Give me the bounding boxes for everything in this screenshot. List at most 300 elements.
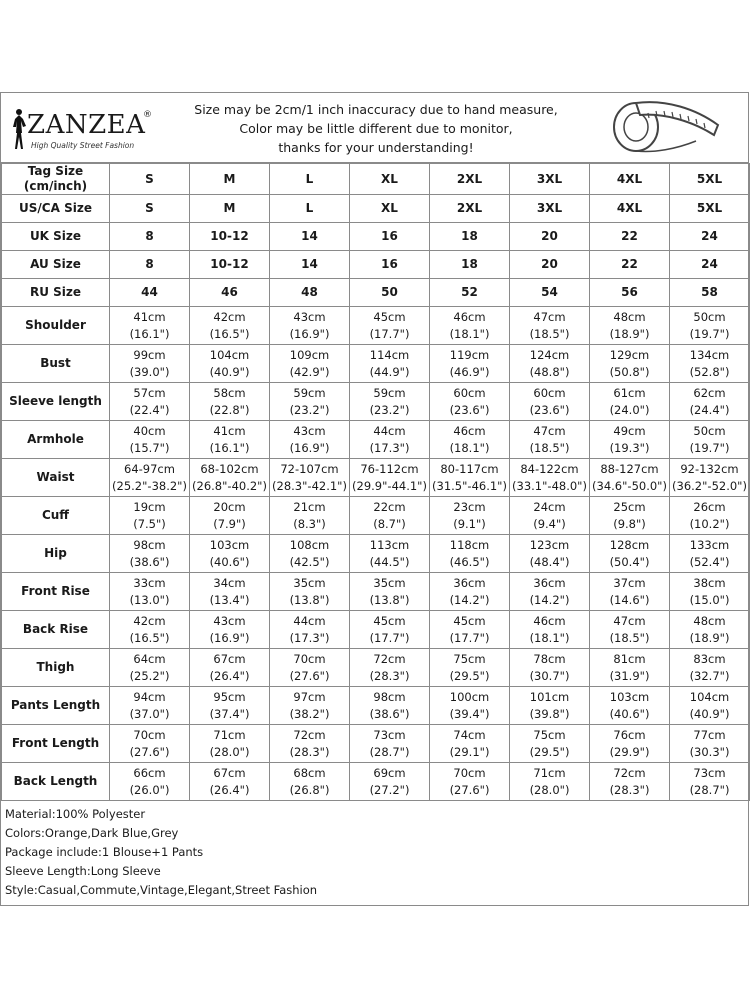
cm-value: 84-122cm	[520, 461, 579, 476]
measure-cell	[270, 421, 350, 459]
cm-value: 75cm	[533, 727, 566, 742]
measure-cell	[430, 763, 510, 801]
cm-value: 49cm	[613, 423, 646, 438]
cm-value: 68cm	[293, 765, 326, 780]
inch-value: (44.9")	[369, 364, 410, 379]
inch-value: (31.9")	[609, 668, 650, 683]
measure-row	[2, 763, 750, 801]
cm-value: 43cm	[293, 309, 326, 324]
measure-cell	[270, 535, 350, 573]
size-cell: XL	[350, 195, 430, 223]
size-cell: S	[110, 195, 190, 223]
inch-value: (28.3")	[369, 668, 410, 683]
measure-cell	[350, 535, 430, 573]
measure-cell	[670, 497, 750, 535]
size-cell: 14	[270, 223, 350, 251]
measure-cell	[270, 611, 350, 649]
measure-cell	[350, 421, 430, 459]
size-cell: 3XL	[510, 164, 590, 195]
measure-cell	[590, 459, 670, 497]
cm-value: 124cm	[529, 347, 570, 362]
cm-value: 22cm	[373, 499, 406, 514]
measure-cell	[670, 459, 750, 497]
measure-cell	[190, 649, 270, 687]
cm-value: 109cm	[289, 347, 330, 362]
cm-value: 72-107cm	[280, 461, 339, 476]
cm-value: 128cm	[609, 537, 650, 552]
inch-value: (28.3"-42.1")	[272, 478, 347, 493]
cm-value: 48cm	[613, 309, 646, 324]
measure-cell	[670, 573, 750, 611]
inch-value: (26.8"-40.2")	[192, 478, 267, 493]
inch-value: (50.8")	[609, 364, 650, 379]
info-package: Package include:1 Blouse+1 Pants	[5, 845, 204, 859]
cm-value: 104cm	[209, 347, 250, 362]
cm-value: 47cm	[613, 613, 646, 628]
measure-row	[2, 649, 750, 687]
cm-value: 59cm	[293, 385, 326, 400]
size-cell: 44	[110, 279, 190, 307]
cm-value: 45cm	[373, 309, 406, 324]
cm-value: 118cm	[449, 537, 490, 552]
measure-cell	[510, 459, 590, 497]
size-cell: 24	[670, 251, 750, 279]
size-cell: 20	[510, 223, 590, 251]
measure-cell	[510, 345, 590, 383]
size-cell: 16	[350, 251, 430, 279]
size-row	[2, 164, 750, 195]
measure-cell	[430, 535, 510, 573]
measure-cell	[590, 687, 670, 725]
measure-cell	[270, 649, 350, 687]
inch-value: (19.7")	[689, 326, 730, 341]
size-cell: 5XL	[670, 195, 750, 223]
measure-cell	[670, 383, 750, 421]
measure-cell	[190, 725, 270, 763]
row-label: Pants Length	[2, 687, 110, 725]
inch-value: (18.9")	[609, 326, 650, 341]
measure-cell	[350, 497, 430, 535]
inch-value: (38.6")	[129, 554, 170, 569]
measure-row	[2, 535, 750, 573]
measure-cell	[110, 763, 190, 801]
measure-cell	[350, 725, 430, 763]
cm-value: 44cm	[293, 613, 326, 628]
cm-value: 78cm	[533, 651, 566, 666]
measure-cell	[190, 383, 270, 421]
cm-value: 76cm	[613, 727, 646, 742]
row-label: RU Size	[2, 279, 110, 307]
cm-value: 61cm	[613, 385, 646, 400]
measure-row	[2, 611, 750, 649]
cm-value: 103cm	[609, 689, 650, 704]
inch-value: (44.5")	[369, 554, 410, 569]
size-cell: 10-12	[190, 251, 270, 279]
measure-cell	[430, 459, 510, 497]
measure-cell	[670, 535, 750, 573]
measure-row	[2, 687, 750, 725]
size-cell: 4XL	[590, 195, 670, 223]
cm-value: 99cm	[133, 347, 166, 362]
cm-value: 58cm	[213, 385, 246, 400]
size-cell: M	[190, 164, 270, 195]
measure-cell	[430, 573, 510, 611]
measure-cell	[590, 611, 670, 649]
cm-value: 36cm	[533, 575, 566, 590]
inch-value: (46.9")	[449, 364, 490, 379]
measure-cell	[270, 459, 350, 497]
cm-value: 129cm	[609, 347, 650, 362]
inch-value: (26.4")	[209, 782, 250, 797]
cm-value: 40cm	[133, 423, 166, 438]
measure-cell	[190, 535, 270, 573]
cm-value: 97cm	[293, 689, 326, 704]
cm-value: 100cm	[449, 689, 490, 704]
brand-tagline: High Quality Street Fashion	[31, 141, 135, 150]
cm-value: 95cm	[213, 689, 246, 704]
measure-cell	[510, 763, 590, 801]
inch-value: (52.8")	[689, 364, 730, 379]
inch-value: (14.2")	[529, 592, 570, 607]
cm-value: 33cm	[133, 575, 166, 590]
measure-cell	[510, 383, 590, 421]
inch-value: (23.2")	[289, 402, 330, 417]
cm-value: 103cm	[209, 537, 250, 552]
measure-cell	[510, 535, 590, 573]
info-material: Material:100% Polyester	[5, 807, 146, 821]
inch-value: (17.3")	[289, 630, 330, 645]
measure-cell	[590, 497, 670, 535]
measure-cell	[510, 687, 590, 725]
inch-value: (40.6")	[609, 706, 650, 721]
size-row	[2, 279, 750, 307]
inch-value: (33.1"-48.0")	[512, 478, 587, 493]
inch-value: (38.2")	[289, 706, 330, 721]
cm-value: 70cm	[453, 765, 486, 780]
measure-cell	[190, 307, 270, 345]
measure-cell	[510, 307, 590, 345]
inch-value: (16.9")	[289, 326, 330, 341]
cm-value: 41cm	[213, 423, 246, 438]
cm-value: 47cm	[533, 309, 566, 324]
cm-value: 50cm	[693, 309, 726, 324]
cm-value: 98cm	[133, 537, 166, 552]
inch-value: (13.8")	[369, 592, 410, 607]
inch-value: (16.5")	[209, 326, 250, 341]
size-row	[2, 251, 750, 279]
cm-value: 35cm	[293, 575, 326, 590]
measure-cell	[430, 725, 510, 763]
inch-value: (17.7")	[369, 630, 410, 645]
measure-cell	[590, 725, 670, 763]
inch-value: (26.0")	[129, 782, 170, 797]
cm-value: 68-102cm	[200, 461, 259, 476]
measure-cell	[190, 421, 270, 459]
measure-cell	[110, 687, 190, 725]
size-cell: 16	[350, 223, 430, 251]
inch-value: (28.3")	[289, 744, 330, 759]
size-cell: 18	[430, 251, 510, 279]
size-cell: 22	[590, 251, 670, 279]
measure-cell	[190, 687, 270, 725]
cm-value: 46cm	[453, 423, 486, 438]
measure-cell	[430, 421, 510, 459]
measure-cell	[430, 611, 510, 649]
inch-value: (29.5")	[529, 744, 570, 759]
cm-value: 114cm	[369, 347, 410, 362]
cm-value: 64cm	[133, 651, 166, 666]
size-cell: 24	[670, 223, 750, 251]
row-label: Hip	[2, 535, 110, 573]
size-cell: 20	[510, 251, 590, 279]
inch-value: (28.0")	[209, 744, 250, 759]
cm-value: 26cm	[693, 499, 726, 514]
product-info	[1, 801, 748, 904]
inch-value: (39.0")	[129, 364, 170, 379]
cm-value: 71cm	[213, 727, 246, 742]
measure-cell	[270, 307, 350, 345]
measure-cell	[110, 307, 190, 345]
cm-value: 66cm	[133, 765, 166, 780]
measure-cell	[350, 573, 430, 611]
measure-cell	[110, 649, 190, 687]
measure-cell	[430, 687, 510, 725]
measure-row	[2, 725, 750, 763]
cm-value: 67cm	[213, 651, 246, 666]
size-cell: 8	[110, 223, 190, 251]
inch-value: (29.9"-44.1")	[352, 478, 427, 493]
inch-value: (19.3")	[609, 440, 650, 455]
info-style: Style:Casual,Commute,Vintage,Elegant,Street Fashion	[5, 883, 318, 897]
measure-row	[2, 307, 750, 345]
measure-row	[2, 459, 750, 497]
inch-value: (28.0")	[529, 782, 570, 797]
row-label: UK Size	[2, 223, 110, 251]
inch-value: (39.8")	[529, 706, 570, 721]
cm-value: 104cm	[689, 689, 730, 704]
measure-cell	[110, 573, 190, 611]
measure-cell	[190, 763, 270, 801]
size-table	[1, 163, 750, 801]
inch-value: (22.8")	[209, 402, 250, 417]
cm-value: 69cm	[373, 765, 406, 780]
measure-cell	[110, 497, 190, 535]
inch-value: (48.4")	[529, 554, 570, 569]
inch-value: (27.6")	[289, 668, 330, 683]
row-label: Front Rise	[2, 573, 110, 611]
inch-value: (18.5")	[529, 326, 570, 341]
row-label: Front Length	[2, 725, 110, 763]
row-label: Tag Size (cm/inch)	[2, 164, 110, 195]
inch-value: (29.9")	[609, 744, 650, 759]
cm-value: 42cm	[133, 613, 166, 628]
measure-cell	[270, 763, 350, 801]
measure-cell	[670, 725, 750, 763]
size-cell: 22	[590, 223, 670, 251]
size-cell: 58	[670, 279, 750, 307]
measure-cell	[510, 573, 590, 611]
measure-row	[2, 383, 750, 421]
inch-value: (30.3")	[689, 744, 730, 759]
measure-cell	[430, 649, 510, 687]
cm-value: 119cm	[449, 347, 490, 362]
inch-value: (10.2")	[689, 516, 730, 531]
cm-value: 80-117cm	[440, 461, 499, 476]
measure-cell	[190, 497, 270, 535]
cm-value: 50cm	[693, 423, 726, 438]
measure-cell	[430, 307, 510, 345]
inch-value: (16.1")	[209, 440, 250, 455]
cm-value: 35cm	[373, 575, 406, 590]
size-cell: XL	[350, 164, 430, 195]
measure-cell	[270, 345, 350, 383]
row-label: AU Size	[2, 251, 110, 279]
cm-value: 25cm	[613, 499, 646, 514]
inch-value: (16.5")	[129, 630, 170, 645]
inch-value: (9.1")	[453, 516, 486, 531]
inch-value: (38.6")	[369, 706, 410, 721]
measure-cell	[590, 345, 670, 383]
inch-value: (15.0")	[689, 592, 730, 607]
cm-value: 64-97cm	[124, 461, 175, 476]
measure-row	[2, 421, 750, 459]
row-label: Back Length	[2, 763, 110, 801]
measure-cell	[110, 421, 190, 459]
cm-value: 46cm	[453, 309, 486, 324]
registered-mark: ®	[143, 110, 152, 120]
measure-cell	[670, 307, 750, 345]
measure-cell	[270, 497, 350, 535]
cm-value: 24cm	[533, 499, 566, 514]
cm-value: 108cm	[289, 537, 330, 552]
inch-value: (15.7")	[129, 440, 170, 455]
measure-cell	[590, 535, 670, 573]
cm-value: 77cm	[693, 727, 726, 742]
inch-value: (31.5"-46.1")	[432, 478, 507, 493]
inch-value: (7.5")	[133, 516, 166, 531]
size-cell: 18	[430, 223, 510, 251]
size-cell: 2XL	[430, 164, 510, 195]
inch-value: (17.7")	[449, 630, 490, 645]
size-cell: 4XL	[590, 164, 670, 195]
inch-value: (28.3")	[609, 782, 650, 797]
size-cell: 46	[190, 279, 270, 307]
cm-value: 45cm	[373, 613, 406, 628]
brand-logo	[5, 101, 165, 153]
info-sleeve-length: Sleeve Length:Long Sleeve	[5, 864, 161, 878]
measure-row	[2, 573, 750, 611]
cm-value: 72cm	[613, 765, 646, 780]
cm-value: 67cm	[213, 765, 246, 780]
size-cell: 2XL	[430, 195, 510, 223]
cm-value: 20cm	[213, 499, 246, 514]
cm-value: 62cm	[693, 385, 726, 400]
inch-value: (48.8")	[529, 364, 570, 379]
inch-value: (46.5")	[449, 554, 490, 569]
inch-value: (23.2")	[369, 402, 410, 417]
size-cell: 8	[110, 251, 190, 279]
inch-value: (27.6")	[129, 744, 170, 759]
size-cell: 14	[270, 251, 350, 279]
cm-value: 75cm	[453, 651, 486, 666]
row-label: Shoulder	[2, 307, 110, 345]
measure-cell	[190, 345, 270, 383]
size-cell: S	[110, 164, 190, 195]
row-label: Armhole	[2, 421, 110, 459]
inch-value: (8.7")	[373, 516, 406, 531]
measure-cell	[510, 725, 590, 763]
inch-value: (18.9")	[689, 630, 730, 645]
inch-value: (29.1")	[449, 744, 490, 759]
inch-value: (32.7")	[689, 668, 730, 683]
measure-row	[2, 345, 750, 383]
inch-value: (50.4")	[609, 554, 650, 569]
inch-value: (42.5")	[289, 554, 330, 569]
cm-value: 43cm	[293, 423, 326, 438]
inch-value: (27.6")	[449, 782, 490, 797]
cm-value: 41cm	[133, 309, 166, 324]
measure-cell	[670, 611, 750, 649]
inch-value: (23.6")	[449, 402, 490, 417]
inch-value: (36.2"-52.0")	[672, 478, 747, 493]
inch-value: (23.6")	[529, 402, 570, 417]
measure-cell	[350, 611, 430, 649]
size-cell: L	[270, 164, 350, 195]
cm-value: 44cm	[373, 423, 406, 438]
measure-cell	[430, 345, 510, 383]
inch-value: (16.9")	[289, 440, 330, 455]
cm-value: 23cm	[453, 499, 486, 514]
measure-cell	[510, 497, 590, 535]
inch-value: (13.8")	[289, 592, 330, 607]
measure-cell	[670, 421, 750, 459]
cm-value: 70cm	[293, 651, 326, 666]
cm-value: 81cm	[613, 651, 646, 666]
inch-value: (34.6"-50.0")	[592, 478, 667, 493]
measurement-notice	[171, 100, 581, 157]
size-cell: 52	[430, 279, 510, 307]
inch-value: (30.7")	[529, 668, 570, 683]
cm-value: 34cm	[213, 575, 246, 590]
measure-cell	[190, 611, 270, 649]
measure-cell	[350, 763, 430, 801]
inch-value: (13.4")	[209, 592, 250, 607]
measure-cell	[270, 383, 350, 421]
inch-value: (25.2"-38.2")	[112, 478, 187, 493]
measure-cell	[590, 307, 670, 345]
cm-value: 133cm	[689, 537, 730, 552]
inch-value: (16.9")	[209, 630, 250, 645]
row-label: Sleeve length	[2, 383, 110, 421]
inch-value: (18.1")	[449, 440, 490, 455]
size-cell: 56	[590, 279, 670, 307]
cm-value: 134cm	[689, 347, 730, 362]
inch-value: (8.3")	[293, 516, 326, 531]
notice-line: Color may be little different due to monitor,	[239, 121, 513, 136]
cm-value: 60cm	[533, 385, 566, 400]
inch-value: (42.9")	[289, 364, 330, 379]
inch-value: (25.2")	[129, 668, 170, 683]
measure-cell	[590, 421, 670, 459]
notice-line: Size may be 2cm/1 inch inaccuracy due to hand measure,	[194, 102, 558, 117]
measure-cell	[270, 687, 350, 725]
cm-value: 71cm	[533, 765, 566, 780]
cm-value: 72cm	[293, 727, 326, 742]
cm-value: 94cm	[133, 689, 166, 704]
cm-value: 76-112cm	[360, 461, 419, 476]
cm-value: 72cm	[373, 651, 406, 666]
cm-value: 37cm	[613, 575, 646, 590]
